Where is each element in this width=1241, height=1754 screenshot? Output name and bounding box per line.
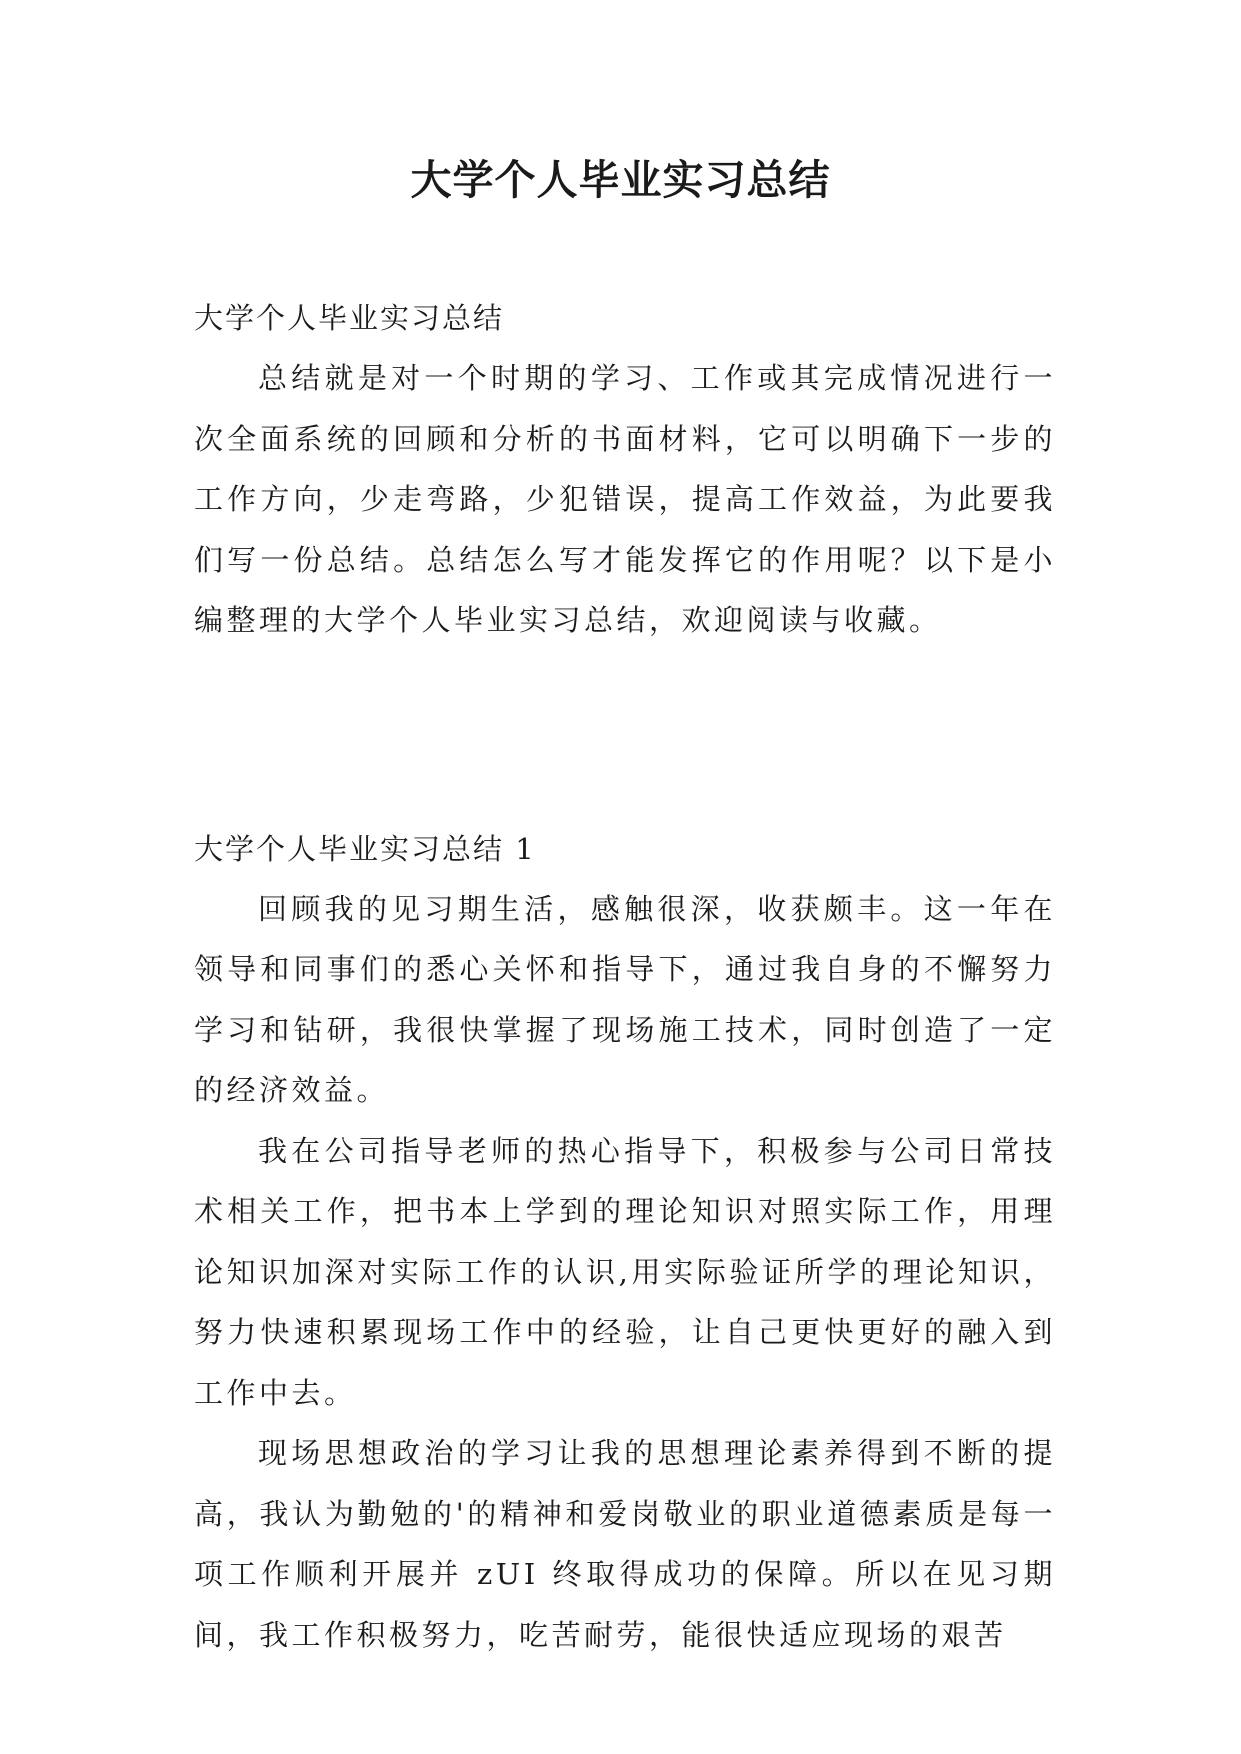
document-body bbox=[194, 288, 1056, 1665]
body-paragraph: 回顾我的见习期生活，感触很深，收获颇丰。这一年在领导和同事们的悉心关怀和指导下，通过我自身的不懈努力学习和钻研，我很快掌握了现场施工技术，同时创造了一定的经济效益。 bbox=[194, 891, 1056, 1107]
section-heading: 大学个人毕业实习总结 1 bbox=[194, 831, 536, 866]
body-paragraph: 现场思想政治的学习让我的思想理论素养得到不断的提高，我认为勤勉的'的精神和爱岗敬业的职业道德素质是每一项工作顺利开展并 zUI 终取得成功的保障。所以在见习期间，我工作积极努力，吃苦耐劳，能很快适应现场的艰苦 bbox=[194, 1436, 1056, 1652]
document-subtitle: 大学个人毕业实习总结 bbox=[194, 301, 505, 335]
document-title: 大学个人毕业实习总结 bbox=[410, 156, 831, 204]
intro-paragraph: 总结就是对一个时期的学习、工作或其完成情况进行一次全面系统的回顾和分析的书面材料，它可以明确下一步的工作方向，少走弯路，少犯错误，提高工作效益，为此要我们写一份总结。总结怎么写才能发挥它的作用呢？以下是小编整理的大学个人毕业实习总结，欢迎阅读与收藏。 bbox=[194, 361, 1056, 637]
body-paragraph: 我在公司指导老师的热心指导下，积极参与公司日常技术相关工作，把书本上学到的理论知识对照实际工作，用理论知识加深对实际工作的认识,用实际验证所学的理论知识，努力快速积累现场工作中的经验，让自己更快更好的融入到工作中去。 bbox=[194, 1133, 1056, 1410]
section-spacer bbox=[194, 651, 1056, 819]
